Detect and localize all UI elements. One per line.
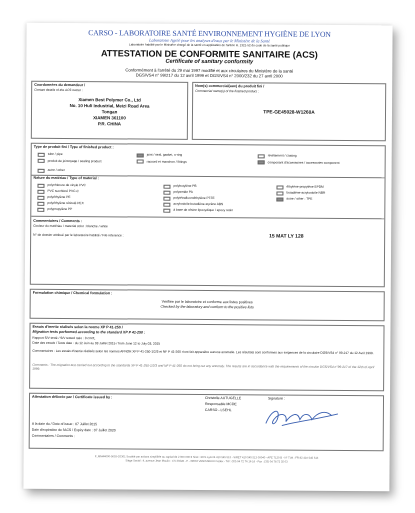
option-label: tube / pipe xyxy=(47,151,63,156)
option-label: polyéthylène réticulé PEX xyxy=(47,200,84,206)
product-label-en: Commercial name(s) of the finished product : xyxy=(195,88,259,93)
option-label: produit de jointoyage / sealing product xyxy=(47,158,102,164)
footer-line-1: F_MM44000-0003-C0301 Société par actions simplifiée au capital de 2 000 000 € Siret : RCS Lyon B 410 545 513 - SIRET 410 545 513 00040 - APE 7120 B - N° TVA : FR 82 410 545 513 xyxy=(94,455,319,460)
issue-label: Attestation délivrée par / Certificate issued by : xyxy=(32,394,113,400)
material-label: Nature du matériau / Type of material : xyxy=(33,175,99,181)
formulation-line-1: Vérifiée par le laboratoire et conforme aux listes positives xyxy=(161,299,253,305)
tests-box xyxy=(29,323,384,391)
product-type-label: Type de produit fini / Type of finished product : xyxy=(33,144,114,150)
expiry-date: Date d'expiration de l'ACS / Expiry date : 07 Juillet 2020 xyxy=(31,427,116,433)
product-type-box xyxy=(30,143,386,287)
tests-ratio: Rapport S/V testé / S/V tested ratio : 3 cm²/L xyxy=(32,335,96,341)
option-label: autre / other : TPE xyxy=(286,196,313,201)
applicant-line: Xiamen Best Polymer Co., Ltd xyxy=(78,97,141,103)
lab-qualification: Laboratoire habilité par le Ministère chargé de la santé en application de l'article R. 1321-52 du code de la santé publique xyxy=(129,42,290,48)
comments-text: Couleur du matériau / material color : blanche / white xyxy=(33,223,108,229)
option-label: polychlorure de vinyle PVC xyxy=(47,182,86,188)
option-label: composant d'accessoires / accessories component xyxy=(267,160,340,165)
product-label: Nom(s) commercial(aux) du produit fini / xyxy=(195,83,265,89)
issuer-role: Responsable MCDE xyxy=(204,401,237,407)
formulation-label: Formulation chimique / Chemical formulation : xyxy=(32,290,113,296)
product-box xyxy=(192,82,386,141)
signature-label: Signature : xyxy=(268,396,285,401)
checkbox xyxy=(163,203,170,207)
tests-title: Essais d'inertie réalisés selon la norme XP P 41-250 / xyxy=(32,324,123,330)
tests-title-en: Migration tests performed according to the standard XP P 41-250 : xyxy=(32,329,146,335)
checkbox xyxy=(38,159,45,163)
formulation-box xyxy=(30,289,385,321)
option-label: polybutylène PB xyxy=(173,183,197,188)
lab-name: CARSO - LABORATOIRE SANTÉ ENVIRONNEMENT HYGIÈNE DE LYON xyxy=(88,28,331,39)
option-label: joint / seal, gasket, o-ring xyxy=(146,152,183,157)
applicant-box xyxy=(31,81,188,140)
checkbox xyxy=(276,191,283,195)
issue-box xyxy=(29,393,384,451)
lab-agreement: Laboratoire Agréé pour les analyses d'eaux par le Ministère de la Santé xyxy=(149,37,270,44)
checkbox-checked xyxy=(258,160,265,164)
checkbox xyxy=(163,197,170,201)
product-name: TPE-GE45028-W1260A xyxy=(263,110,315,116)
file-reference: 15 MAT LY 128 xyxy=(269,233,304,240)
option-label: acrylonitrile-butadiène-styrène ABS xyxy=(173,201,224,207)
document-subtitle: Certificate of sanitary conformity xyxy=(165,58,254,66)
certificate-page xyxy=(23,23,392,492)
option-label: polyamide PA xyxy=(173,189,193,194)
option-label: polypropylène PP xyxy=(47,206,73,212)
tests-comment: Commentaires : Les essais d'inertie réalisés selon les normes AFNOR XP P 41-250-1/2/3 et NF P 41-260 n'ont fait apparaître aucune anomalie. Les résultats sont conformes aux exigences de la circulaire DGS/VS4 n° 99-217 du 12 Avril 1999. xyxy=(32,348,374,356)
checkbox xyxy=(37,202,44,206)
option-label: polyéthylène PE xyxy=(47,194,71,200)
file-label: N° de dossier attribué par le laboratoire habilité / File reference : xyxy=(33,232,124,238)
checkbox-checked xyxy=(276,197,283,201)
issue-comments-label: Commentaires / Comments : xyxy=(31,433,75,439)
option-label: raccord et manchon / fittings xyxy=(146,159,187,164)
document-title: ATTESTATION DE CONFORMITE SANITAIRE (ACS) xyxy=(100,48,318,60)
option-label: éthylène-propylène EPDM xyxy=(286,184,324,189)
checkbox xyxy=(137,159,144,163)
checkbox xyxy=(163,209,170,213)
checkbox xyxy=(258,154,265,158)
tests-dates: Date des essais / Tests date : du 12 Juin au 03 Juillet 2015 / from June 12 to July 03, 2015 xyxy=(32,340,161,346)
option-label: polytétrafluoroéthylène PTFE xyxy=(173,195,215,201)
checkbox xyxy=(163,191,170,195)
option-label: butadiène-acrylonitrile NBR xyxy=(286,190,326,195)
decree-line-1: Conformément à l'arrêté du 29 mai 1997 modifié et aux circulaires du Ministère de la santé xyxy=(125,67,294,74)
option-label: autre / other xyxy=(47,167,65,172)
option-label: à base de résine époxydique / epoxy resin xyxy=(173,207,234,213)
option-label: PVC surchloré PVC-C xyxy=(47,188,79,194)
option-label: revêtement / coating xyxy=(267,153,297,158)
applicant-line: XIAMEN 361100 xyxy=(93,115,126,121)
checkbox xyxy=(163,185,170,189)
checkbox-checked xyxy=(137,153,144,157)
checkbox xyxy=(37,208,44,212)
tests-comment-en: Comments : The migration test carried out according to the standards XP P 41-250-1/2/3 and NF P 41-260 do not bring out any anomaly. The results are in accordance with the requirements of the circular DGS/VS4 n°99-217 of the 12th of April 1999. xyxy=(32,362,375,372)
checkbox xyxy=(37,190,44,194)
applicant-line: Tongan xyxy=(101,109,118,115)
applicant-line: P.R. CHINA xyxy=(97,121,121,127)
checkbox xyxy=(276,185,283,189)
checkbox xyxy=(38,153,45,157)
applicant-label: Coordonnées du demandeur / xyxy=(34,82,86,88)
signature-image xyxy=(262,403,342,430)
comments-label: Commentaires / Comments : xyxy=(33,218,82,224)
checkbox xyxy=(37,196,44,200)
applicant-label-en: Contact details of the ACS owner : xyxy=(34,87,83,92)
decree-line-2: DGS/VS4 n° 99/217 du 12 avril 1999 et DGS/VS4 n° 2000/232 du 27 avril 2000 xyxy=(135,72,283,79)
applicant-line: No. 10 Huli Industrial, Meizi Road Area xyxy=(69,103,150,109)
checkbox xyxy=(37,184,44,188)
divider xyxy=(31,216,384,219)
checkbox xyxy=(38,169,45,173)
formulation-line-2: Checked by the laboratory and conform to the positive lists xyxy=(160,304,254,310)
issue-date: A la date du / Date of issue : 07 Juillet 2015 xyxy=(31,421,98,427)
issuer-org: CARSO - LSEHL xyxy=(204,407,232,413)
issuer-name: Christelle AUTUGELLE xyxy=(205,395,242,401)
footer-line-2: Siège Social : 4, avenue Jean Moulin - CS 30228 - F - 69633 VENISSIEUX Cedex - Tél : (33) 04 72 76 16 16 - Fax : (33) 04 78 72 35 03 xyxy=(125,459,288,464)
